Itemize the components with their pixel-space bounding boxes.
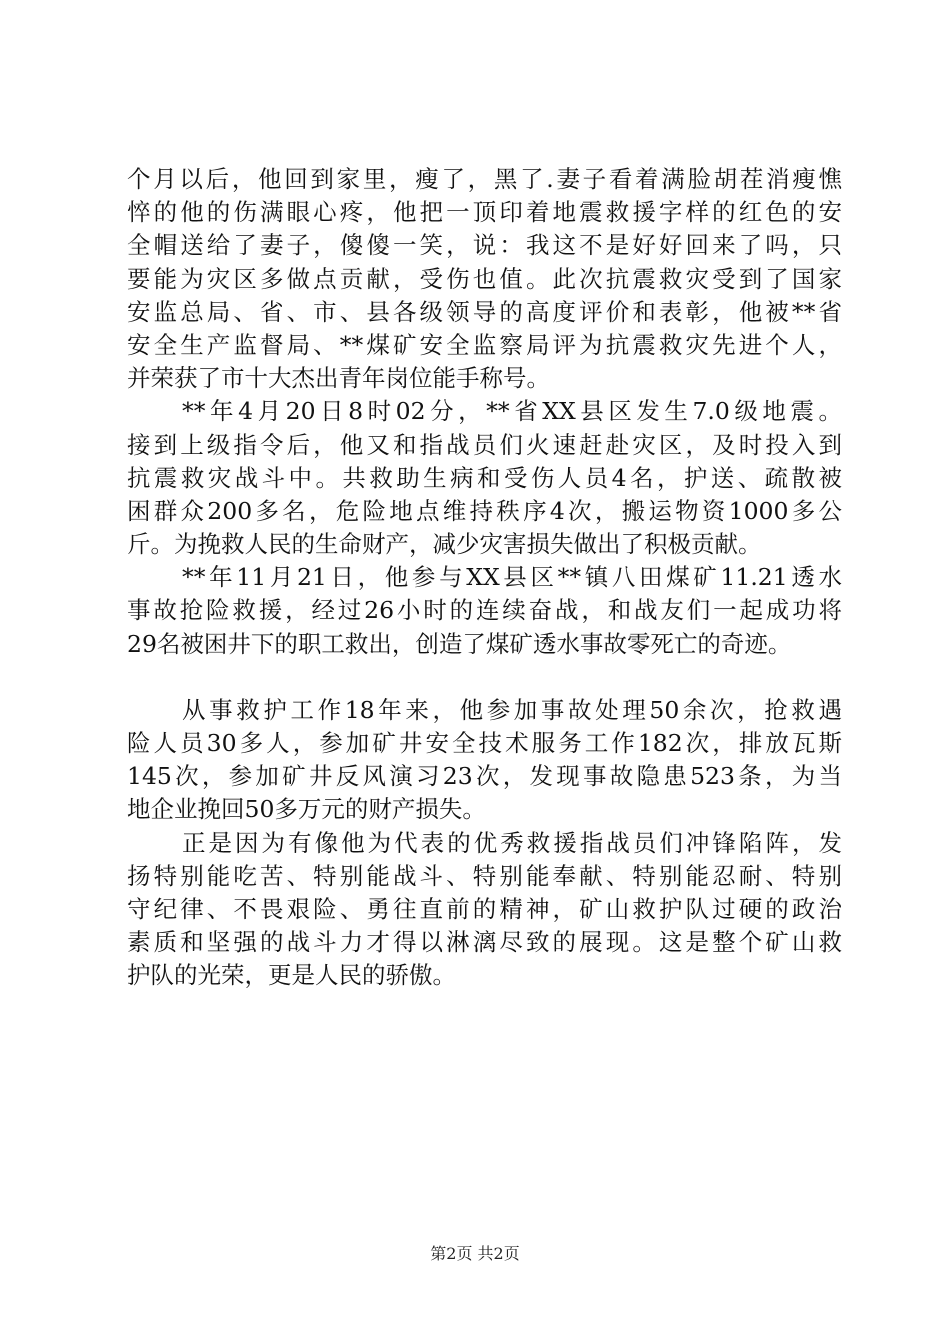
paragraph-3 bbox=[127, 561, 842, 661]
text-line: 145次，参加矿井反风演习23次，发现事故隐患523条，为当 bbox=[127, 762, 842, 791]
text-line: 29名被困井下的职工救出，创造了煤矿透水事故零死亡的奇迹。 bbox=[127, 629, 792, 658]
text-line: 地企业挽回50多万元的财产损失。 bbox=[127, 795, 486, 824]
paragraph-gap bbox=[127, 661, 842, 694]
text-line: 守纪律、不畏艰险、勇往直前的精神，矿山救护队过硬的政治 bbox=[127, 894, 842, 923]
paragraph-4 bbox=[127, 694, 842, 827]
text-line: 并荣获了市十大杰出青年岗位能手称号。 bbox=[127, 364, 550, 393]
text-line: 斤。为挽救人民的生命财产，减少灾害损失做出了积极贡献。 bbox=[127, 530, 762, 559]
text-line: 要能为灾区多做点贡献，受伤也值。此次抗震救灾受到了国家 bbox=[127, 264, 842, 293]
text-line: 护队的光荣，更是人民的骄傲。 bbox=[127, 961, 456, 990]
text-line: 个月以后，他回到家里，瘦了，黑了.妻子看着满脸胡茬消瘦憔 bbox=[127, 165, 842, 193]
text-line: 安全生产监督局、**煤矿安全监察局评为抗震救灾先进个人， bbox=[127, 330, 842, 359]
page-number-footer: 第2页 共2页 bbox=[430, 1244, 520, 1263]
text-line: 困群众200多名，危险地点维持秩序4次，搬运物资1000多公 bbox=[127, 496, 842, 525]
text-line: 素质和坚强的战斗力才得以淋漓尽致的展现。这是整个矿山救 bbox=[127, 928, 842, 957]
text-line: 险人员30多人，参加矿井安全技术服务工作182次，排放瓦斯 bbox=[127, 729, 842, 757]
text-line: 扬特别能吃苦、特别能战斗、特别能奉献、特别能忍耐、特别 bbox=[127, 861, 842, 890]
text-line: 悴的他的伤满眼心疼，他把一顶印着地震救援字样的红色的安 bbox=[127, 198, 842, 227]
text-line: 事故抢险救援，经过26小时的连续奋战，和战友们一起成功将 bbox=[127, 596, 842, 625]
text-line: 从事救护工作18年来，他参加事故处理50余次，抢救遇 bbox=[182, 695, 842, 724]
paragraph-1 bbox=[127, 163, 842, 395]
document-body bbox=[127, 163, 842, 993]
text-line: 接到上级指令后，他又和指战员们火速赶赴灾区，及时投入到 bbox=[127, 430, 842, 459]
text-line: 安监总局、省、市、县各级领导的高度评价和表彰，他被**省 bbox=[127, 297, 842, 326]
paragraph-5 bbox=[127, 827, 842, 993]
text-line: 全帽送给了妻子，傻傻一笑，说：我这不是好好回来了吗，只 bbox=[127, 231, 842, 260]
text-line: 正是因为有像他为代表的优秀救援指战员们冲锋陷阵，发 bbox=[182, 828, 842, 857]
text-line: 抗震救灾战斗中。共救助生病和受伤人员4名，护送、疏散被 bbox=[127, 463, 842, 492]
text-line: **年4月20日8时02分，**省XX县区发生7.0级地震。 bbox=[182, 397, 842, 426]
text-line: **年11月21日，他参与XX县区**镇八田煤矿11.21透水 bbox=[182, 563, 842, 592]
paragraph-2 bbox=[127, 395, 842, 561]
